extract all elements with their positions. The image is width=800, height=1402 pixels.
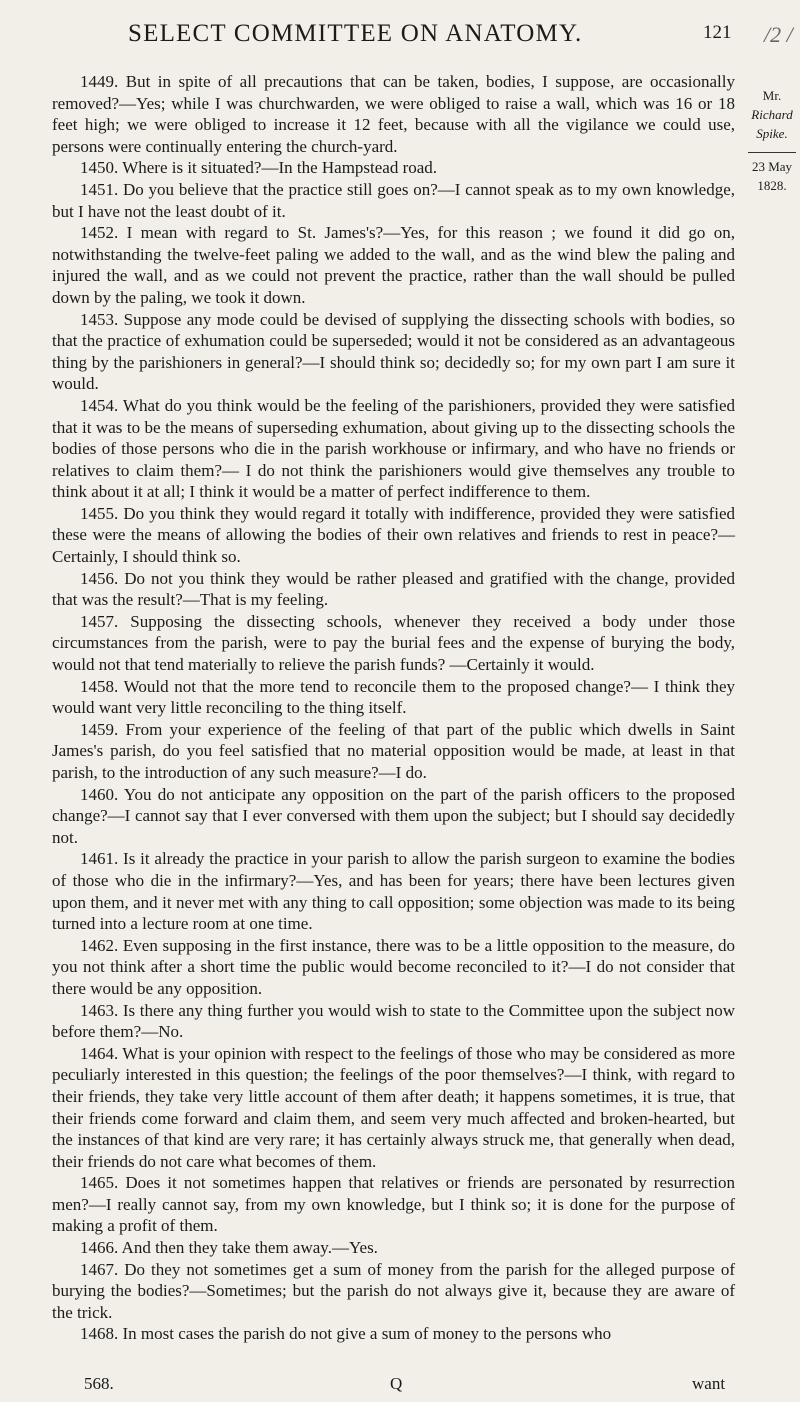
paragraph: 1464. What is your opinion with respect to the feelings of those who may be considered as more peculiarly interested in this question; the feelings of the poor themselves?—I think, with regard to their friends, they take very little account of them after death; it happens sometimes, it is true, that their friends come forward and claim them, and seem very much affected and broken-hearted, but the instances of that kind are very rare; it has certainly always struck me, that generally when dead, their friends do not care what becomes of them.: [52, 1043, 735, 1171]
paragraph: 1465. Does it not sometimes happen that relatives or friends are personated by resurrection men?—I really cannot say, from my own knowledge, but I think so; it is done for the purpose of making a profit of them.: [52, 1173, 735, 1236]
running-head: SELECT COMMITTEE ON ANATOMY.: [128, 20, 583, 47]
witness-title: Mr.: [762, 88, 782, 103]
paragraph: 1460. You do not anticipate any opposition on the part of the parish officers to the proposed change?—I cannot say that I ever conversed with them upon the subject; but I should say decidedly not.: [52, 784, 735, 847]
page-header: [0, 0, 800, 70]
paragraph: 1455. Do you think they would regard it totally with indifference, provided they were satisfied these were the means of allowing the bodies of their own relatives and friends to rest in peace?—Certainly, I should think so.: [52, 503, 735, 567]
brace-divider: [748, 144, 796, 153]
paragraph: 1453. Suppose any mode could be devised of supplying the dissecting schools with bodies, so that the practice of exhumation could be superseded; would it not be considered as an advantageous thing by the parishioners in general?—I should think so; decidedly so; for my own part I am sure it would.: [52, 309, 735, 394]
paragraph: 1459. From your experience of the feeling of that part of the public which dwells in Saint James's parish, do you feel satisfied that no material opposition would be made, at least in that parish, to the introduction of any such measure?—I do.: [52, 719, 735, 782]
signature-number: 568.: [84, 1374, 114, 1393]
paragraph: 1450. Where is it situated?—In the Hampstead road.: [80, 158, 438, 178]
paragraph: 1456. Do not you think they would be rather pleased and gratified with the change, provided that was the result?—That is my feeling.: [52, 568, 735, 610]
catchword: want: [692, 1374, 726, 1393]
testimony-year: 1828.: [757, 178, 787, 193]
testimony-body: [52, 71, 735, 1345]
witness-name: Richard Spike.: [751, 107, 793, 141]
paragraph: 1468. In most cases the parish do not give a sum of money to the persons who: [80, 1324, 612, 1344]
page-number: 121: [703, 22, 732, 43]
paragraph: 1452. I mean with regard to St. James's?—Yes, for this reason ; we found it did go on, notwithstanding the twelve-feet paling we added to the wall, and as the wind blew the paling and injured the wall, and as we could not prevent the practice, rather than the wall should be pulled down by the paling, we took it down.: [52, 223, 735, 307]
testimony-date: 23 May: [751, 159, 793, 174]
paragraph: 1458. Would not that the more tend to reconcile them to the proposed change?— I think they would want very little reconciling to the thing itself.: [52, 676, 735, 718]
paragraph: 1451. Do you believe that the practice still goes on?—I cannot speak as to my own knowledge, but I have not the least doubt of it.: [52, 179, 735, 221]
paragraph: 1449. But in spite of all precautions that can be taken, bodies, I suppose, are occasionally removed?—Yes; while I was churchwarden, we were obliged to raise a wall, which was 16 or 18 feet high; we were obliged to increase it 12 feet, because with all the vigilance we could use, persons were continually entering the church-yard.: [52, 72, 735, 156]
handwritten-folio: /2 /: [764, 22, 793, 47]
paragraph: 1462. Even supposing in the first instance, there was to be a little opposition to the measure, do you not think after a short time the public would become reconciled to it?—I do not consider that there would be any opposition.: [52, 935, 735, 998]
paragraph: 1466. And then they take them away.—Yes.: [80, 1238, 378, 1258]
paragraph: 1461. Is it already the practice in your parish to allow the parish surgeon to examine the bodies of those who die in the infirmary?—Yes, and has been for years; there have been lectures given upon them, and it never met with any thing to call opposition; some objection was made to its being turned into a lecture room at one time.: [52, 849, 735, 934]
paragraph: 1454. What do you think would be the feeling of the parishioners, provided they were satisfied that it was to be the means of superseding exhumation, about giving up to the dissecting schools the bodies of those persons who die in the parish workhouse or infirmary, and who have no friends or relatives to claim them?— I do not think the parishioners would give themselves any trouble to think about it at all; I think it would be a matter of perfect indifference to them.: [52, 395, 735, 502]
paragraph: 1457. Supposing the dissecting schools, whenever they received a body under those circumstances from the parish, were to pay the burial fees and the expense of burying the body, would not that tend materially to relieve the parish funds? —Certainly it would.: [52, 611, 735, 675]
paragraph: 1467. Do they not sometimes get a sum of money from the parish for the alleged purpose of burying the bodies?—Sometimes; but the parish do not always give it, because they are aware of the trick.: [52, 1259, 735, 1322]
page-footer: [0, 1374, 800, 1398]
signature-mark: Q: [390, 1374, 403, 1393]
marginal-note: [744, 86, 800, 195]
paragraph: 1463. Is there any thing further you would wish to state to the Committee upon the subject now before them?—No.: [52, 1000, 735, 1042]
